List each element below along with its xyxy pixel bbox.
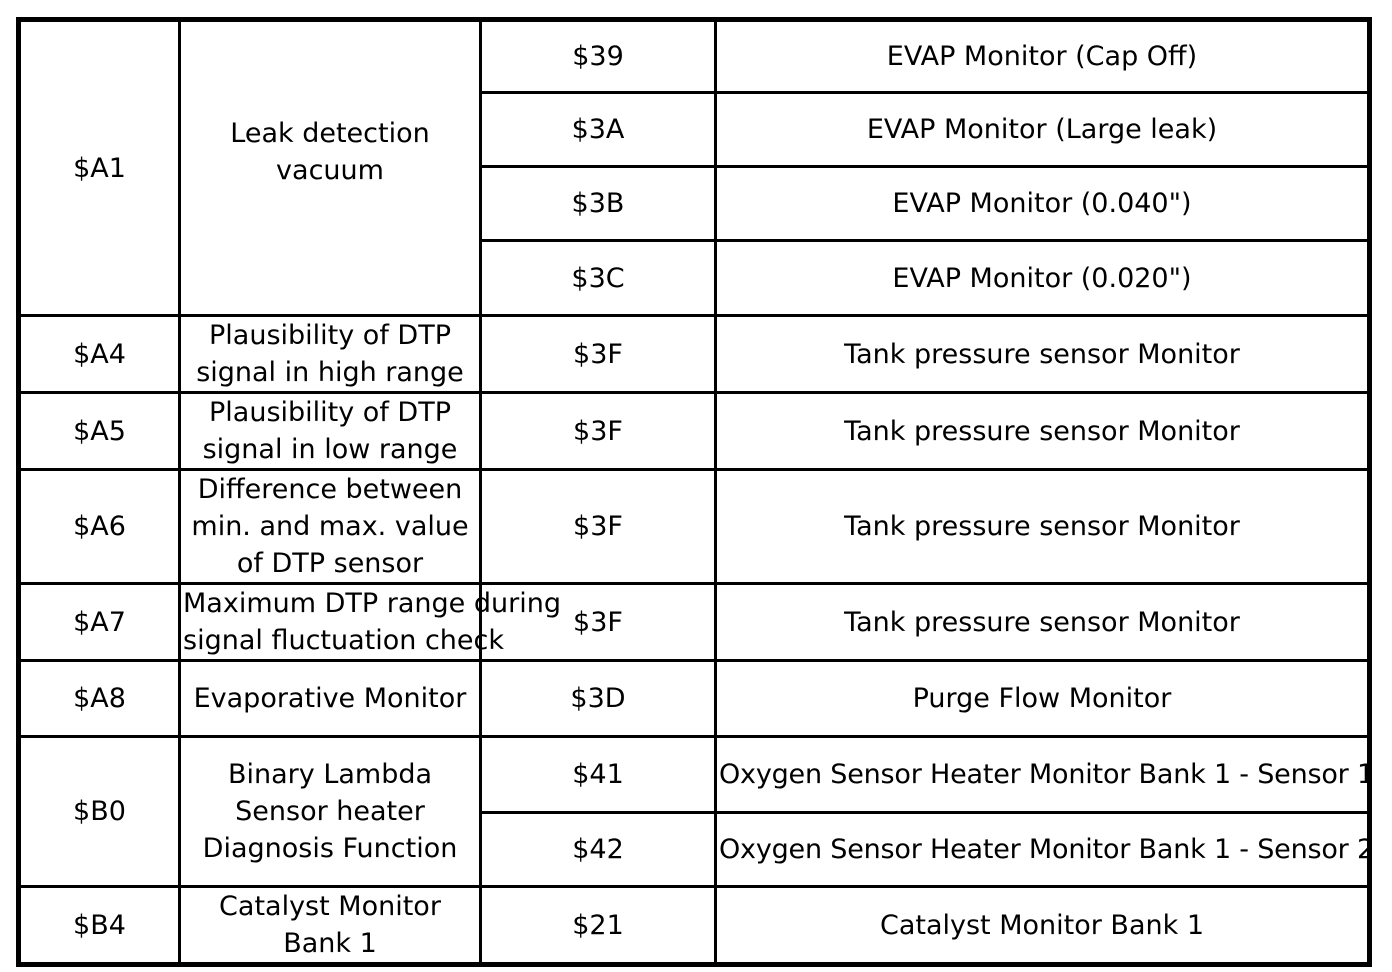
test-id-cell: $A1	[19, 20, 180, 316]
description-line: signal in low range	[202, 434, 458, 465]
table-row	[19, 661, 1370, 737]
monitor-id-cell: $41	[481, 737, 716, 813]
description-line: vacuum	[276, 155, 384, 186]
monitor-name-cell: EVAP Monitor (0.020")	[716, 241, 1370, 316]
description-line: Plausibility of DTP	[209, 397, 451, 428]
table-row	[19, 584, 1370, 661]
table-row	[19, 316, 1370, 393]
test-id-cell: $A8	[19, 661, 180, 737]
description-line: min. and max. value	[191, 511, 469, 542]
monitor-name-cell: Tank pressure sensor Monitor	[716, 393, 1370, 470]
monitor-id-cell: $3B	[481, 167, 716, 241]
description-line: Binary Lambda	[227, 759, 433, 790]
monitor-name-cell: Catalyst Monitor Bank 1	[716, 887, 1370, 965]
test-id-cell: $A6	[19, 470, 180, 584]
description-line: Bank 1	[283, 928, 377, 959]
monitor-name-cell: Purge Flow Monitor	[716, 661, 1370, 737]
monitor-id-cell: $3A	[481, 93, 716, 167]
monitor-name-cell: Tank pressure sensor Monitor	[716, 470, 1370, 584]
monitor-id-cell: $3C	[481, 241, 716, 316]
monitor-id-cell: $3F	[481, 316, 716, 393]
description-line: Sensor heater	[235, 796, 425, 827]
monitor-id-cell: $3F	[481, 470, 716, 584]
test-description-cell	[180, 661, 481, 737]
table-row	[19, 393, 1370, 470]
description-line: Difference between	[197, 474, 463, 505]
monitor-id-cell: $3F	[481, 584, 716, 661]
monitor-name-cell: Tank pressure sensor Monitor	[716, 316, 1370, 393]
monitor-name-cell: EVAP Monitor (Large leak)	[716, 93, 1370, 167]
description-line: Evaporative Monitor	[193, 683, 467, 714]
table-row	[19, 737, 1370, 813]
test-description-cell	[180, 316, 481, 393]
test-id-cell: $A4	[19, 316, 180, 393]
table-row	[19, 470, 1370, 584]
test-description-cell	[180, 737, 481, 887]
test-description-cell	[180, 584, 561, 661]
table-row	[19, 887, 1370, 965]
test-id-cell: $B0	[19, 737, 180, 887]
description-line: of DTP sensor	[236, 548, 424, 579]
monitor-name-cell: EVAP Monitor (Cap Off)	[716, 20, 1370, 93]
test-id-cell: $A5	[19, 393, 180, 470]
monitor-id-cell: $3F	[481, 393, 716, 470]
monitor-id-cell: $42	[481, 813, 716, 887]
table-row	[19, 20, 1370, 93]
monitor-id-cell: $3D	[481, 661, 716, 737]
monitor-name-cell: Oxygen Sensor Heater Monitor Bank 1 - Sensor 1	[716, 737, 1370, 813]
test-description-cell	[180, 393, 481, 470]
description-line: signal in high range	[196, 357, 464, 388]
monitor-id-cell: $39	[481, 20, 716, 93]
test-id-cell: $B4	[19, 887, 180, 965]
description-line: Catalyst Monitor	[219, 891, 441, 922]
test-description-cell	[180, 20, 481, 316]
monitor-name-cell: Tank pressure sensor Monitor	[716, 584, 1370, 661]
monitor-table	[16, 17, 1372, 967]
description-line: signal fluctuation check	[183, 625, 505, 656]
monitor-name-cell: Oxygen Sensor Heater Monitor Bank 1 - Sensor 2	[716, 813, 1370, 887]
monitor-id-cell: $21	[481, 887, 716, 965]
test-description-cell	[180, 470, 481, 584]
test-description-cell	[180, 887, 481, 965]
test-id-cell: $A7	[19, 584, 180, 661]
description-line: Plausibility of DTP	[209, 320, 451, 351]
monitor-name-cell: EVAP Monitor (0.040")	[716, 167, 1370, 241]
description-line: Diagnosis Function	[202, 833, 458, 864]
description-line: Maximum DTP range during	[183, 588, 561, 619]
description-line: Leak detection	[230, 118, 430, 149]
